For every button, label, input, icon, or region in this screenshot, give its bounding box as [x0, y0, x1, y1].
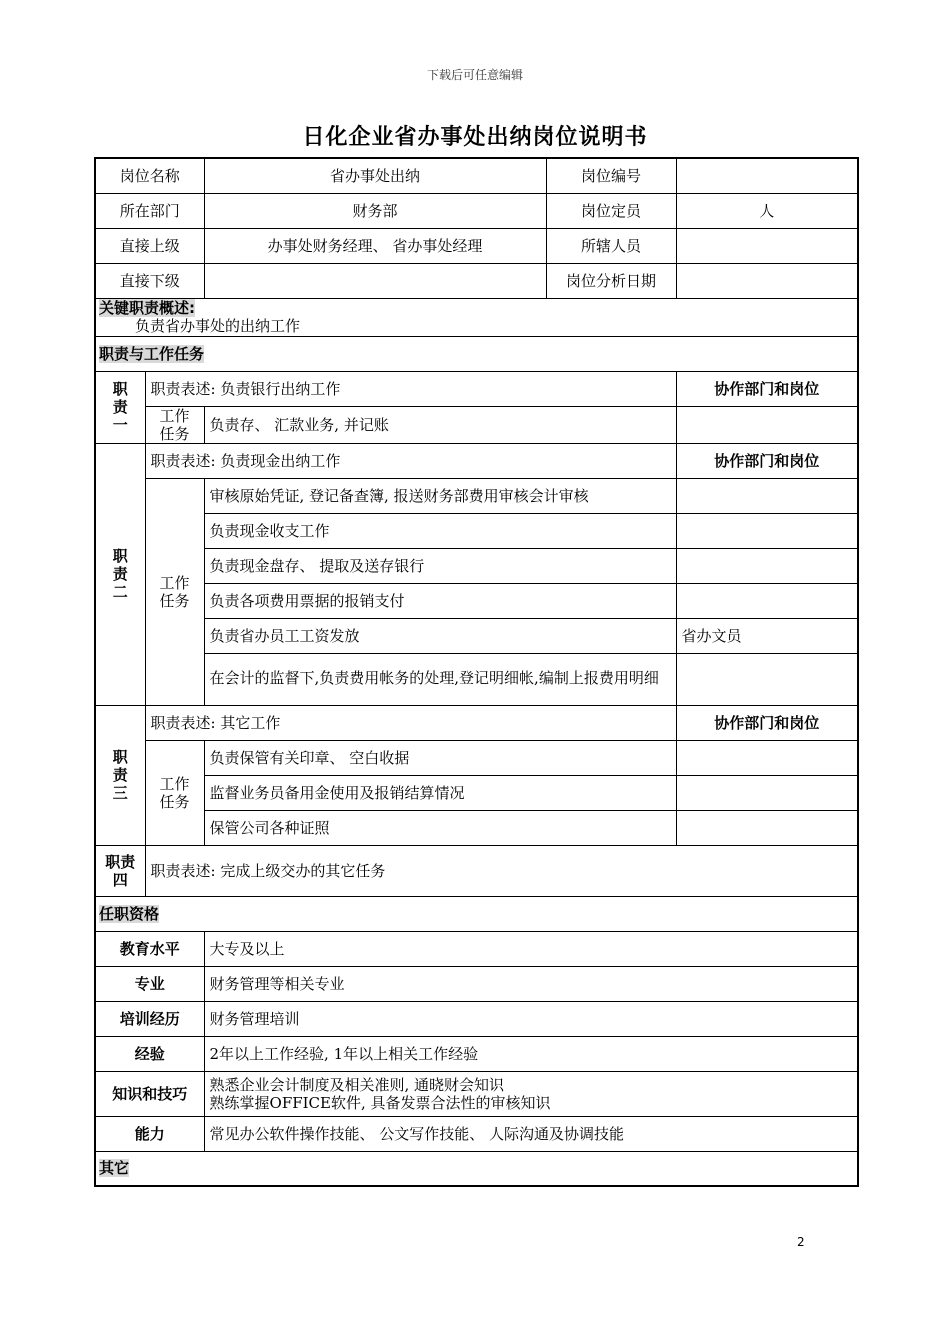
duty-1-task-1-collab — [676, 406, 858, 443]
analysis-date-label: 岗位分析日期 — [546, 263, 676, 298]
duty-3-statement-row — [95, 705, 858, 740]
department-label: 所在部门 — [95, 193, 204, 228]
experience-label: 经验 — [95, 1036, 204, 1071]
post-code-label: 岗位编号 — [546, 158, 676, 193]
duty-4-statement: 职责表述: 完成上级交办的其它任务 — [145, 845, 858, 896]
duty-3-task-2-collab — [676, 775, 858, 810]
duty-1-statement: 职责表述: 负责银行出纳工作 — [145, 371, 676, 406]
duty-2-task-row — [95, 548, 858, 583]
duty-2-task-row — [95, 583, 858, 618]
duty-3-statement: 职责表述: 其它工作 — [145, 705, 676, 740]
page-number: 2 — [797, 1235, 805, 1249]
ability-value: 常见办公软件操作技能、 公文写作技能、 人际沟通及协调技能 — [204, 1116, 858, 1151]
education-label: 教育水平 — [95, 931, 204, 966]
ability-label: 能力 — [95, 1116, 204, 1151]
duty-2-task-2-collab — [676, 513, 858, 548]
duty-4-row — [95, 845, 858, 896]
duty-2-statement: 职责表述: 负责现金出纳工作 — [145, 443, 676, 478]
duty-3-task-row — [95, 810, 858, 845]
training-label: 培训经历 — [95, 1001, 204, 1036]
department-value: 财务部 — [204, 193, 546, 228]
subordinates-label: 所辖人员 — [546, 228, 676, 263]
duty-2-collab-header: 协作部门和岗位 — [676, 443, 858, 478]
knowledge-line-1: 熟悉企业会计制度及相关准则, 通晓财会知识 — [209, 1075, 505, 1094]
headcount-label: 岗位定员 — [546, 193, 676, 228]
duty-2-task-row — [95, 618, 858, 653]
headcount-value: 人 — [676, 193, 858, 228]
duty-3-task-1-collab — [676, 740, 858, 775]
superior-label: 直接上级 — [95, 228, 204, 263]
duty-2-task-row — [95, 653, 858, 705]
qualification-row — [95, 1001, 858, 1036]
duty-2-task-6-collab — [676, 653, 858, 705]
duty-1-task-label: 工作任务 — [145, 406, 204, 443]
row-department — [95, 193, 858, 228]
duty-2-task-3-collab — [676, 548, 858, 583]
duty-3-label: 职责三 — [95, 705, 145, 845]
duty-1-task-row — [95, 406, 858, 443]
qualifications-heading: 任职资格 — [95, 896, 858, 931]
duty-2-task-4: 负责各项费用票据的报销支付 — [204, 583, 676, 618]
duty-3-task-label: 工作任务 — [145, 740, 204, 845]
major-label: 专业 — [95, 966, 204, 1001]
duty-2-task-row — [95, 478, 858, 513]
duty-2-task-5-collab: 省办文员 — [676, 618, 858, 653]
duty-2-task-label: 工作任务 — [145, 478, 204, 705]
duty-2-label: 职责二 — [95, 443, 145, 705]
row-qualifications-heading — [95, 896, 858, 931]
education-value: 大专及以上 — [204, 931, 858, 966]
superior-value: 办事处财务经理、 省办事处经理 — [204, 228, 546, 263]
direct-subordinate-label: 直接下级 — [95, 263, 204, 298]
other-heading: 其它 — [95, 1151, 858, 1186]
duty-1-collab-header: 协作部门和岗位 — [676, 371, 858, 406]
post-code-value — [676, 158, 858, 193]
duty-4-label: 职责四 — [95, 845, 145, 896]
duty-2-task-1: 审核原始凭证, 登记备查簿, 报送财务部费用审核会计审核 — [204, 478, 676, 513]
job-description-table — [94, 157, 859, 1187]
qualification-row — [95, 931, 858, 966]
duty-1-label: 职责一 — [95, 371, 145, 443]
subordinates-value — [676, 228, 858, 263]
summary-heading: 关键职责概述: — [99, 299, 195, 317]
duty-3-task-3-collab — [676, 810, 858, 845]
duty-2-task-6: 在会计的监督下,负责费用帐务的处理,登记明细帐,编制上报费用明细 — [204, 653, 676, 705]
row-direct-subordinate — [95, 263, 858, 298]
duty-1-statement-row — [95, 371, 858, 406]
experience-value: 2年以上工作经验, 1年以上相关工作经验 — [204, 1036, 858, 1071]
row-duties-heading — [95, 336, 858, 371]
qualification-row — [95, 1116, 858, 1151]
duty-1-task-1: 负责存、 汇款业务, 并记账 — [204, 406, 676, 443]
post-name-label: 岗位名称 — [95, 158, 204, 193]
duty-2-task-3: 负责现金盘存、 提取及送存银行 — [204, 548, 676, 583]
duties-heading: 职责与工作任务 — [95, 336, 858, 371]
duty-2-task-2: 负责现金收支工作 — [204, 513, 676, 548]
qualification-row — [95, 1036, 858, 1071]
duty-2-statement-row — [95, 443, 858, 478]
header-note: 下载后可任意编辑 — [426, 68, 523, 82]
duty-2-task-5: 负责省办员工工资发放 — [204, 618, 676, 653]
duty-3-task-row — [95, 740, 858, 775]
duty-2-task-row — [95, 513, 858, 548]
row-other — [95, 1151, 858, 1186]
duty-3-task-2: 监督业务员备用金使用及报销结算情况 — [204, 775, 676, 810]
document-title: 日化企业省办事处出纳岗位说明书 — [302, 125, 648, 150]
duty-2-task-4-collab — [676, 583, 858, 618]
direct-subordinate-value — [204, 263, 546, 298]
post-name-value: 省办事处出纳 — [204, 158, 546, 193]
duty-3-task-row — [95, 775, 858, 810]
duty-3-task-1: 负责保管有关印章、 空白收据 — [204, 740, 676, 775]
row-superior — [95, 228, 858, 263]
row-summary — [95, 298, 858, 336]
major-value: 财务管理等相关专业 — [204, 966, 858, 1001]
training-value: 财务管理培训 — [204, 1001, 858, 1036]
duty-3-task-3: 保管公司各种证照 — [204, 810, 676, 845]
duty-2-task-1-collab — [676, 478, 858, 513]
knowledge-value — [204, 1071, 858, 1116]
qualification-row — [95, 966, 858, 1001]
knowledge-label: 知识和技巧 — [95, 1071, 204, 1116]
knowledge-line-2: 熟练掌握OFFICE软件, 具备发票合法性的审核知识 — [209, 1093, 551, 1112]
summary-text: 负责省办事处的出纳工作 — [135, 317, 301, 335]
qualification-row — [95, 1071, 858, 1116]
duty-3-collab-header: 协作部门和岗位 — [676, 705, 858, 740]
analysis-date-value — [676, 263, 858, 298]
row-post-name — [95, 158, 858, 193]
